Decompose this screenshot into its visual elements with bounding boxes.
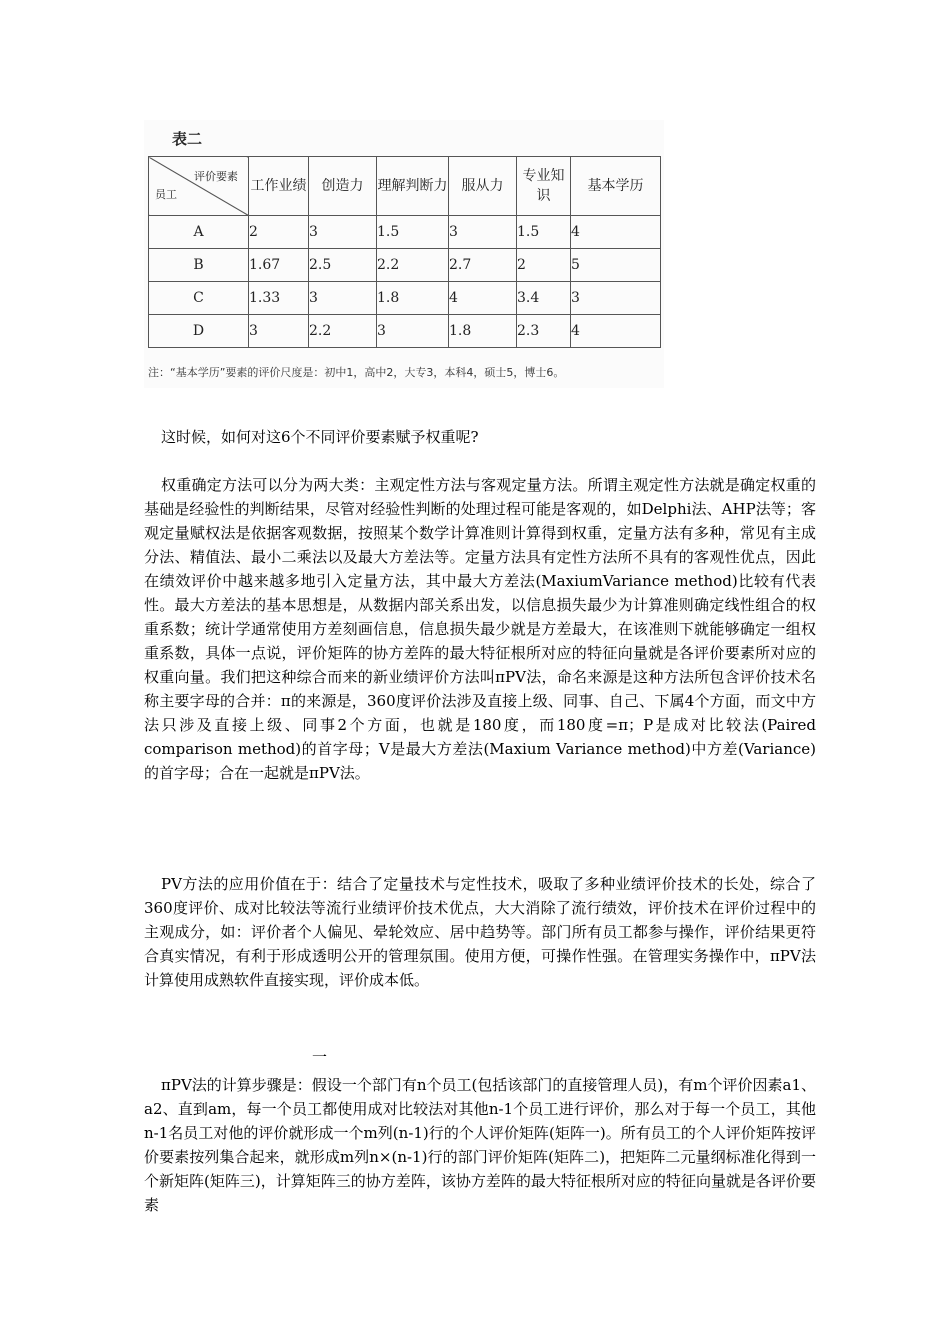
table-corner-cell [149, 157, 249, 216]
table-cell: 3 [571, 282, 661, 315]
table-cell: 3 [377, 315, 449, 348]
column-header: 基本学历 [571, 157, 661, 216]
table-cell: 2 [249, 216, 309, 249]
table-cell: 2.5 [309, 249, 377, 282]
table-cell: 3 [249, 315, 309, 348]
table-cell: 3.4 [517, 282, 571, 315]
row-label: C [149, 282, 249, 315]
table-cell: 4 [571, 216, 661, 249]
weight-methods-paragraph [144, 473, 816, 785]
table-cell: 2.7 [449, 249, 517, 282]
table-cell: 5 [571, 249, 661, 282]
table-row [149, 315, 661, 348]
table-cell: 1.67 [249, 249, 309, 282]
table-footnote: 注：“基本学历”要素的评价尺度是：初中1，高中2，大专3，本科4，硕士5，博士6。 [148, 366, 565, 379]
paragraph-text: 权重确定方法可以分为两大类：主观定性方法与客观定量方法。所谓主观定性方法就是确定权重的基础是经验性的判断结果，尽管对经验性判断的处理过程可能是客观的，如Delphi法、AHP法等；客观定量赋权法是依据客观数据，按照某个数学计算准则计算得到权重，定量方法有多种，常见有主成分法、精值法、最小二乘法以及最大方差法等。定量方法具有定性方法所不具有的客观性优点，因此在绩效评价中越来越多地引入定量方法，其中最大方差法(MaxiumVariance method)比较有代表性。最大方差法的基本思想是，从数据内部关系出发，以信息损失最少为计算准则确定线性组合的权重系数；统计学通常使用方差刻画信息，信息损失最少就是方差最大，在该准则下就能够确定一组权重系数，具体一点说，评价矩阵的协方差阵的最大特征根所对应的特征向量就是各评价要素所对应的权重向量。我们把这种综合而来的新业绩评价方法叫πPV法，命名来源是这种方法所包含评价技术名称主要字母的合并：π的来源是，360度评价法涉及直接上级、同事、自己、下属4个方面，而文中方法只涉及直接上级、同事2个方面，也就是180度，而180度=π；P是成对比较法(Paired comparison method)的首字母；V是最大方差法(Maxium Variance method)中方差(Variance)的首字母；合在一起就是πPV法。 [144, 476, 816, 782]
corner-label-factor: 评价要素 [194, 170, 238, 183]
row-label: D [149, 315, 249, 348]
application-value-paragraph [144, 872, 816, 992]
column-header: 服从力 [449, 157, 517, 216]
table-cell: 1.5 [517, 216, 571, 249]
table-cell: 3 [449, 216, 517, 249]
table-cell: 1.8 [377, 282, 449, 315]
table-cell: 4 [571, 315, 661, 348]
table-figure [144, 120, 664, 388]
corner-label-employee: 员工 [155, 188, 177, 201]
table-row [149, 216, 661, 249]
column-header: 工作业绩 [249, 157, 309, 216]
table-header-row [149, 157, 661, 216]
table-cell: 1.8 [449, 315, 517, 348]
row-label: B [149, 249, 249, 282]
paragraph-text: PV方法的应用价值在于：结合了定量技术与定性技术，吸取了多种业绩评价技术的长处，综合了360度评价、成对比较法等流行业绩评价技术优点，大大消除了流行绩效，评价技术在评价过程中的主观成分，如：评价者个人偏见、晕轮效应、居中趋势等。部门所有员工都参与操作，评价结果更符合真实情况，有利于形成透明公开的管理氛围。使用方便，可操作性强。在管理实务操作中，πPV法计算使用成熟软件直接实现，评价成本低。 [144, 875, 816, 989]
row-label: A [149, 216, 249, 249]
table-cell: 1.5 [377, 216, 449, 249]
paragraph-text: πPV法的计算步骤是：假设一个部门有n个员工(包括该部门的直接管理人员)，有m个评价因素a1、a2、直到am，每一个员工都使用成对比较法对其他n-1个员工进行评价，那么对于每一个员工，其他n-1名员工对他的评价就形成一个m列(n-1)行的个人评价矩阵(矩阵一)。所有员工的个人评价矩阵按评价要素按列集合起来，就形成m列n×(n-1)行的部门评价矩阵(矩阵二)，把矩阵二元量纲标准化得到一个新矩阵(矩阵三)，计算矩阵三的协方差阵，该协方差阵的最大特征根所对应的特征向量就是各评价要素 [144, 1076, 816, 1214]
table-cell: 2.2 [309, 315, 377, 348]
question-paragraph [144, 425, 816, 449]
table-row [149, 282, 661, 315]
evaluation-table [148, 156, 661, 348]
table-cell: 2.2 [377, 249, 449, 282]
column-header: 专业知识 [517, 157, 571, 216]
table-cell: 3 [309, 282, 377, 315]
table-cell: 2.3 [517, 315, 571, 348]
column-header: 理解判断力 [377, 157, 449, 216]
table-cell: 4 [449, 282, 517, 315]
table-cell: 3 [309, 216, 377, 249]
section-separator: 一 [312, 1048, 328, 1066]
table-cell: 2 [517, 249, 571, 282]
table-cell: 1.33 [249, 282, 309, 315]
table-title: 表二 [172, 130, 203, 148]
table-row [149, 249, 661, 282]
question-text: 这时候，如何对这6个不同评价要素赋予权重呢? [161, 428, 479, 446]
column-header: 创造力 [309, 157, 377, 216]
calculation-steps-paragraph [144, 1073, 816, 1217]
